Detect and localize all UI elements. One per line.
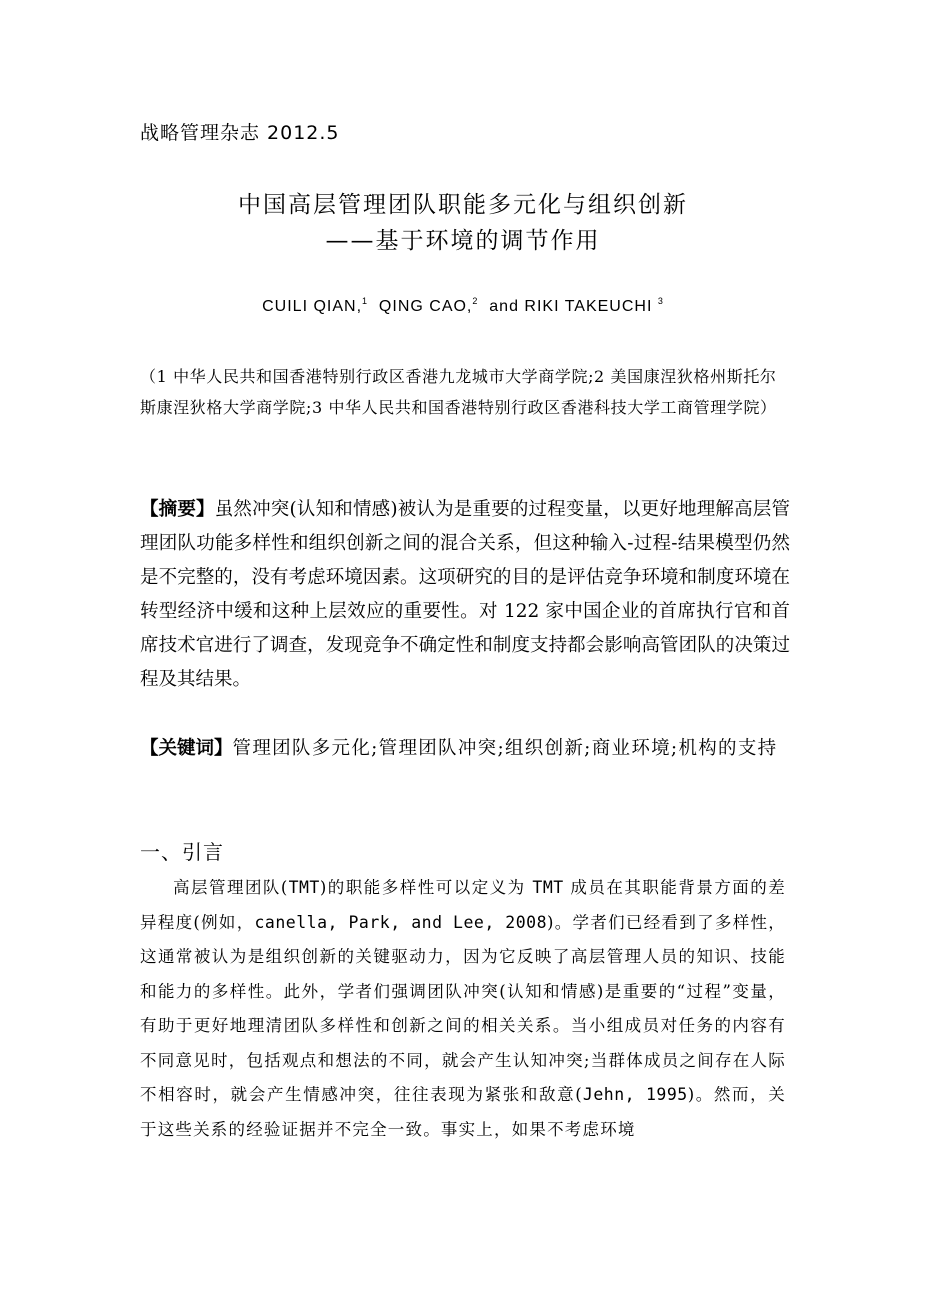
section-heading: 一、引言 (140, 840, 224, 864)
intro-text-segment: )。然而，关于这些关系的经验证据并不完全一致。事实上，如果不考虑环境 (140, 1085, 787, 1139)
intro-text-segment: TMT (532, 878, 564, 897)
author-name: QING CAO, (378, 298, 473, 315)
author-list (0, 296, 926, 316)
intro-text-segment: )。学者们已经看到了多样性，这通常被认为是组织创新的关键驱动力，因为它反映了高层管理人员的知识、技能和能力的多样性。此外，学者们强调团队冲突(认知和情感)是重要的“过程”变量，有助于更好地理清团队多样性和创新之间的相关关系。当小组成员对任务的内容有不同意见时，包括观点和想法的不同，就会产生认知冲突;当群体成员之间存在人际不相容时，就会产生情感冲突，往往表现为紧张和敌意( (140, 912, 786, 1104)
abstract-label: 【摘要】 (140, 499, 215, 520)
keywords-text: 管理团队多元化;管理团队冲突;组织创新;商业环境;机构的支持 (232, 738, 778, 759)
intro-text-segment: )的职能多样性可以定义为 (319, 878, 533, 897)
intro-text-segment: Jehn, 1995 (582, 1085, 688, 1104)
abstract (140, 493, 790, 697)
paper-title: 中国高层管理团队职能多元化与组织创新 (238, 192, 688, 218)
keywords-label: 【关键词】 (140, 738, 233, 759)
paper-subtitle: ——基于环境的调节作用 (325, 228, 601, 254)
author-affiliation-mark: 3 (657, 296, 664, 306)
affiliations: （1 中华人民共和国香港特别行政区香港九龙城市大学商学院;2 美国康涅狄格州斯托尔斯康涅狄格大学商学院;3 中华人民共和国香港特别行政区香港科技大学工商管理学院） (140, 367, 777, 417)
author-affiliation-mark: 1 (362, 296, 369, 306)
keywords (140, 732, 790, 766)
author-name: CUILI QIAN, (262, 298, 363, 315)
author-name: and RIKI TAKEUCHI (489, 298, 653, 315)
author-affiliation-mark: 2 (472, 296, 479, 306)
journal-header: 战略管理杂志 2012.5 (140, 122, 340, 144)
intro-text-segment: 高层管理团队( (173, 878, 289, 897)
abstract-text: 虽然冲突(认知和情感)被认为是重要的过程变量，以更好地理解高层管理团队功能多样性和组织创新之间的混合关系，但这种输入-过程-结果模型仍然是不完整的，没有考虑环境因素。这项研究的目的是评估竞争环境和制度环境在转型经济中缓和这种上层效应的重要性。对 122 家中国企业的首席执行官和首席技术官进行了调查，发现竞争不确定性和制度支持都会影响高管团队的决策过程及其结果。 (140, 499, 790, 690)
intro-text-segment: 成员在其职能背景方面的差异程度(例如， (140, 878, 786, 932)
intro-text-segment: TMT (288, 878, 320, 897)
intro-paragraph (140, 871, 786, 1147)
intro-text-segment: canella, Park, and Lee, 2008 (254, 912, 548, 932)
